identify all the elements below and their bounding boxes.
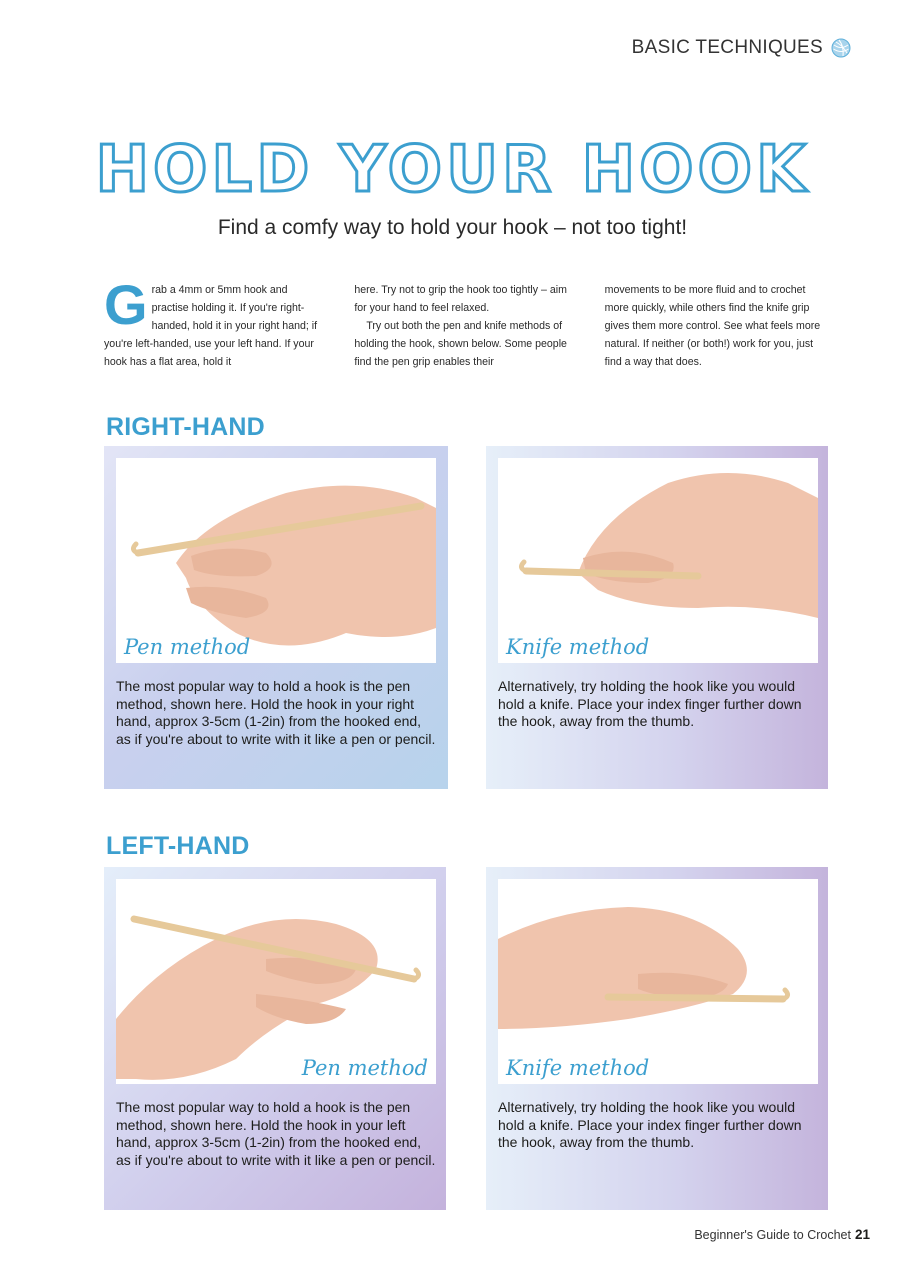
left-hand-pen-card: [104, 867, 446, 1210]
intro-column-3: [605, 281, 828, 371]
right-hand-heading: RIGHT-HAND: [106, 413, 265, 441]
right-hand-pen-photo: [116, 458, 436, 663]
intro-text: [104, 273, 828, 371]
page-number: 21: [854, 1227, 870, 1242]
left-hand-knife-photo: [498, 879, 818, 1084]
intro-col1-text: rab a 4mm or 5mm hook and practise holding it. If you're right-handed, hold it in your right hand; if you're left-handed, use your left hand. If your hook has a flat area, hold it: [104, 284, 318, 368]
right-hand-knife-caption: Knife method: [506, 635, 650, 659]
right-hand-knife-text: Alternatively, try holding the hook like you would hold a knife. Place your index finger further down the hook, away from the thumb.: [498, 678, 802, 729]
left-hand-knife-caption: Knife method: [506, 1056, 650, 1080]
right-hand-pen-text: The most popular way to hold a hook is the pen method, shown here. Hold the hook in your right hand, approx 3-5cm (1-2in) from the hooked end, as if you're about to write with it like a pen or pencil.: [116, 678, 436, 747]
yarn-ball-icon: [831, 38, 851, 58]
section-header: [632, 37, 851, 59]
page-footer: [694, 1227, 870, 1242]
left-hand-pen-text: The most popular way to hold a hook is the pen method, shown here. Hold the hook in your left hand, approx 3-5cm (1-2in) from the hooked end, as if you're about to write with it like a pen or pencil.: [116, 1099, 436, 1168]
left-hand-heading: LEFT-HAND: [106, 832, 250, 860]
left-hand-pen-caption: Pen method: [301, 1056, 428, 1080]
intro-col2-text-a: here. Try not to grip the hook too tightly – aim for your hand to feel relaxed.: [354, 284, 567, 314]
intro-col2-text-b: Try out both the pen and knife methods of holding the hook, shown below. Some people find the pen grip enables their: [354, 320, 567, 368]
page-title: HOLD YOUR HOOK: [95, 133, 810, 207]
left-hand-knife-text: Alternatively, try holding the hook like you would hold a knife. Place your index finger further down the hook, away from the thumb.: [498, 1099, 802, 1150]
right-hand-knife-card: [486, 446, 828, 789]
right-hand-pen-card: [104, 446, 448, 789]
publication-name: Beginner's Guide to Crochet: [694, 1228, 851, 1242]
intro-col3-text: movements to be more fluid and to crochet more quickly, while others find the knife grip gives them more control. See what feels more natural. If neither (or both!) work for you, just find a way that does.: [604, 284, 821, 368]
left-hand-knife-card: [486, 867, 828, 1210]
page-subtitle: Find a comfy way to hold your hook – not too tight!: [217, 216, 688, 239]
drop-cap: G: [104, 273, 148, 336]
section-label: BASIC TECHNIQUES: [631, 37, 823, 58]
right-hand-pen-caption: Pen method: [124, 635, 251, 659]
right-hand-knife-photo: [498, 458, 818, 663]
intro-column-1: [104, 273, 327, 371]
intro-column-2: [354, 281, 577, 371]
left-hand-pen-photo: [116, 879, 436, 1084]
